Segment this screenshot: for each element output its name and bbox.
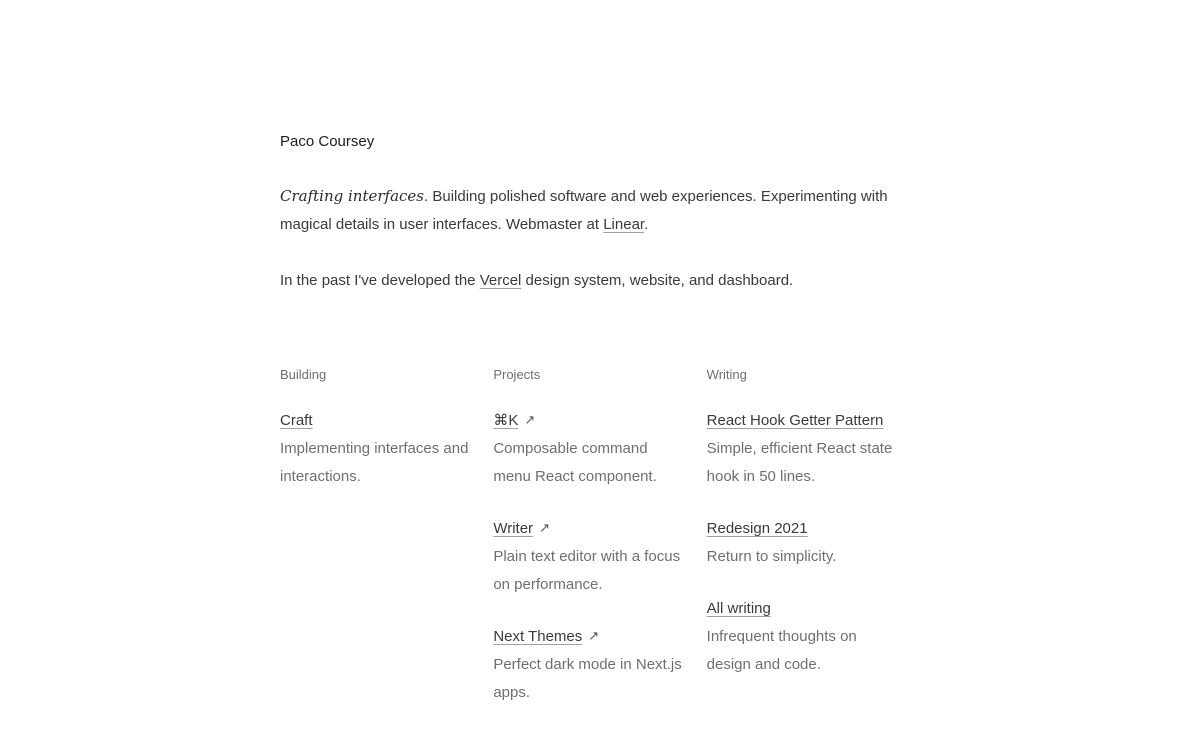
item-description: Infrequent thoughts on design and code. — [706, 628, 857, 673]
item-description: Plain text editor with a focus on performance. — [493, 548, 681, 593]
past-text-start: In the past I've developed the — [280, 272, 480, 289]
list-item — [493, 515, 706, 599]
arrow-up-right-icon: ↗ — [539, 520, 550, 535]
writing-title: Writing — [706, 367, 747, 382]
profile-name: Paco Coursey — [280, 133, 375, 150]
next-themes-link[interactable]: Next Themes — [493, 628, 583, 645]
redesign-link[interactable]: Redesign 2021 — [706, 520, 808, 537]
arrow-up-right-icon: ↗ — [524, 412, 536, 427]
projects-title: Projects — [493, 367, 541, 382]
list-item — [493, 623, 706, 707]
item-description: Perfect dark mode in Next.js apps. — [493, 656, 682, 701]
item-description: Simple, efficient React state hook in 50 lines. — [706, 440, 893, 485]
tagline: Crafting interfaces — [280, 187, 425, 205]
main-content — [280, 126, 920, 731]
item-description: Implementing interfaces and interactions. — [280, 440, 469, 485]
writing-column — [707, 365, 920, 731]
craft-link[interactable]: Craft — [280, 412, 313, 429]
list-item — [280, 407, 493, 491]
arrow-up-right-icon: ↗ — [588, 628, 600, 643]
react-hook-link[interactable]: React Hook Getter Pattern — [706, 412, 884, 429]
cmdk-link[interactable]: ⌘K — [493, 412, 519, 429]
bio-period: . — [644, 216, 649, 233]
linear-link[interactable]: Linear — [603, 216, 645, 233]
all-writing-link[interactable]: All writing — [706, 600, 771, 617]
list-item — [707, 515, 920, 571]
building-title: Building — [280, 367, 327, 382]
building-column — [280, 365, 493, 731]
bio-paragraph — [280, 182, 920, 239]
projects-column — [493, 365, 706, 731]
past-work-paragraph — [280, 267, 920, 295]
past-text-end: design system, website, and dashboard. — [521, 272, 794, 289]
writer-link[interactable]: Writer — [493, 520, 534, 537]
bio-text: . Building polished software and web experiences. Experimenting with magical details in user interfaces. Webmaster at — [280, 188, 888, 233]
list-item — [707, 407, 920, 491]
list-item — [707, 595, 920, 679]
vercel-link[interactable]: Vercel — [479, 272, 522, 289]
list-item — [493, 407, 706, 491]
item-description: Return to simplicity. — [706, 548, 837, 565]
item-description: Composable command menu React component. — [493, 440, 657, 485]
link-columns — [280, 365, 920, 731]
